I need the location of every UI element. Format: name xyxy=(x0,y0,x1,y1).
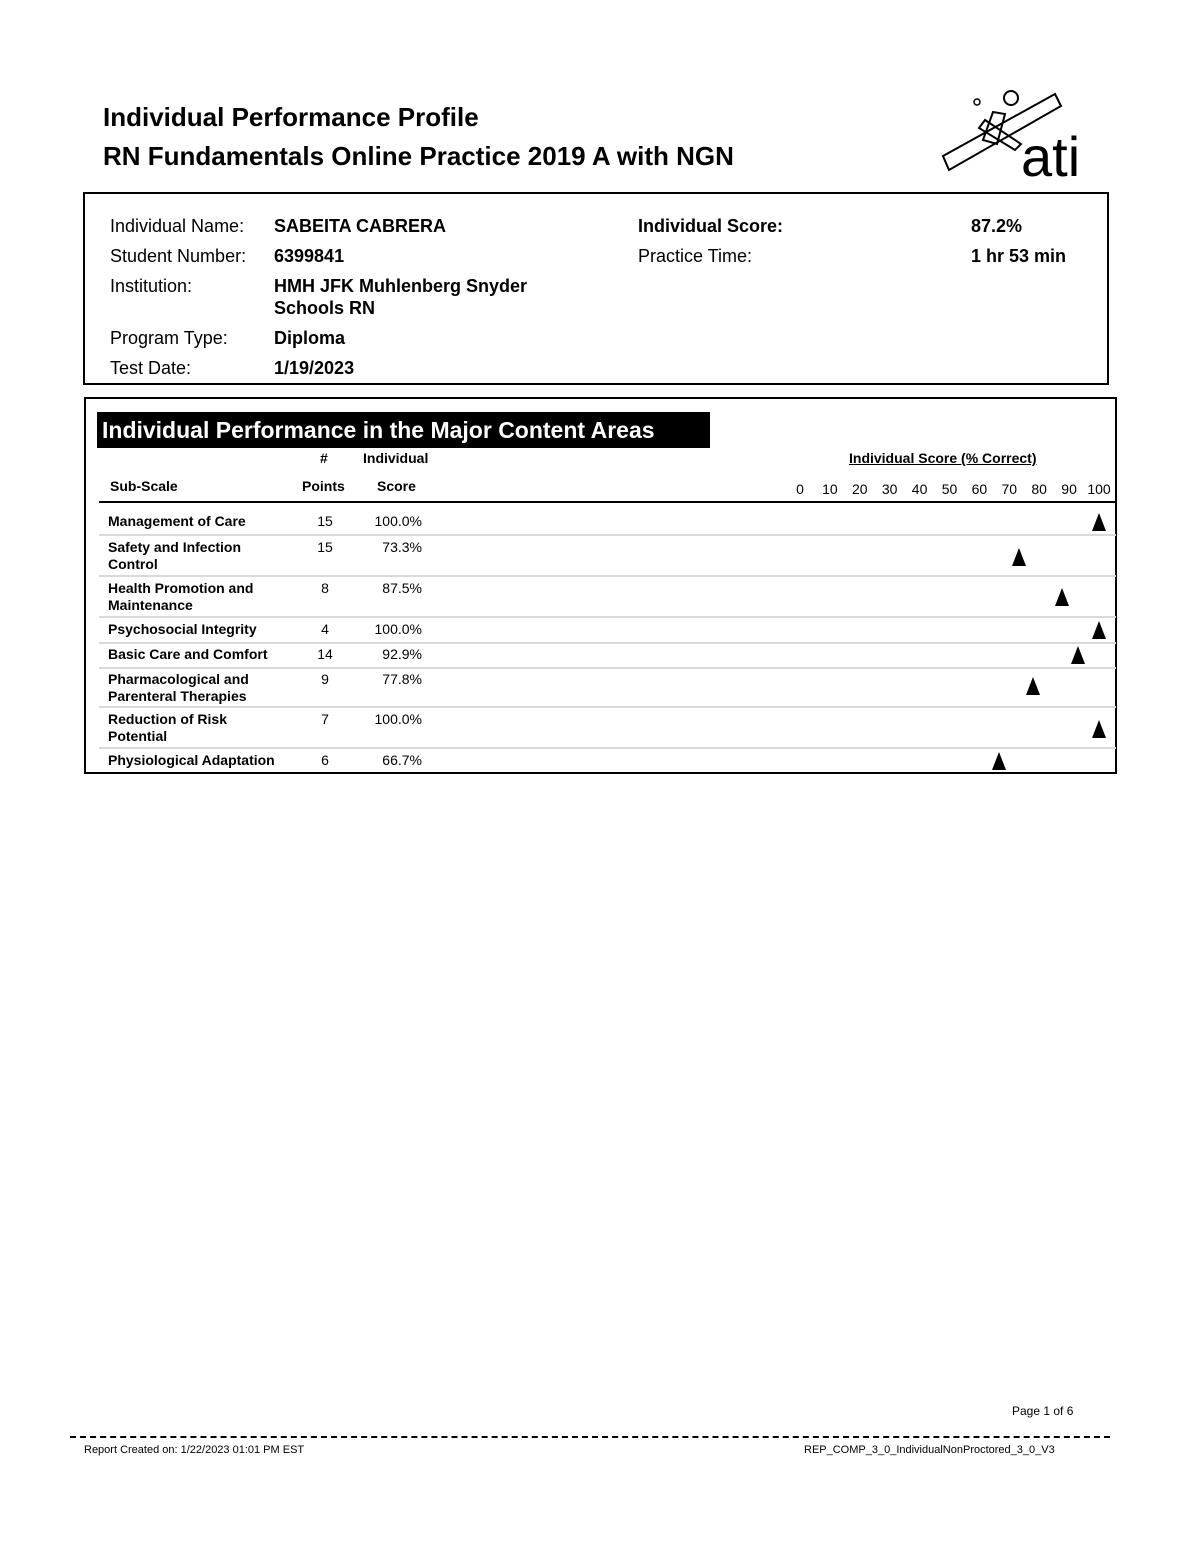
row-pharmacological-points: 9 xyxy=(321,671,329,687)
axis-tick-100: 100 xyxy=(1087,481,1111,497)
row-physiological-adaptation-points: 6 xyxy=(321,752,329,768)
footer-divider xyxy=(70,1436,1110,1438)
institution-value-line1: HMH JFK Muhlenberg Snyder xyxy=(274,276,528,296)
row-reduction-risk-points: 7 xyxy=(321,711,329,727)
row-divider xyxy=(99,616,1116,618)
axis-tick-90: 90 xyxy=(1061,481,1077,497)
report-created: Report Created on: 1/22/2023 01:01 PM EST xyxy=(84,1444,305,1456)
score-marker xyxy=(1055,588,1069,606)
row-safety-infection-control-name: Safety and Infection Control xyxy=(108,539,242,572)
score-header-individual: Individual xyxy=(363,450,429,466)
score-marker xyxy=(1092,720,1106,738)
row-safety-infection-control-points: 15 xyxy=(317,539,333,555)
header-rule xyxy=(99,501,1116,503)
row-pharmacological-score: 77.8% xyxy=(382,671,422,687)
score-marker xyxy=(992,752,1006,770)
score-marker xyxy=(1092,513,1106,531)
individual-name-value: SABEITA CABRERA xyxy=(274,216,447,236)
performance-banner: Individual Performance in the Major Content Areas xyxy=(97,412,710,448)
test-date-value: 1/19/2023 xyxy=(274,358,355,378)
row-health-promotion-points: 8 xyxy=(321,580,329,596)
program-type-label: Program Type: xyxy=(110,328,228,348)
page-number: Page 1 of 6 xyxy=(1012,1404,1074,1418)
row-health-promotion-name: Health Promotion and Maintenance xyxy=(108,580,254,613)
row-management-of-care-score: 100.0% xyxy=(374,513,422,529)
axis-tick-70: 70 xyxy=(1001,481,1018,497)
score-marker xyxy=(1012,548,1026,566)
program-type-value: Diploma xyxy=(274,328,346,348)
score-marker xyxy=(1071,646,1085,664)
institution-value-line2: Schools RN xyxy=(274,298,376,318)
student-number-value: 6399841 xyxy=(274,246,345,266)
axis-tick-80: 80 xyxy=(1031,481,1047,497)
score-marker xyxy=(1092,621,1106,639)
row-divider xyxy=(99,706,1116,708)
test-date-label: Test Date: xyxy=(110,358,192,378)
row-basic-care-comfort-score: 92.9% xyxy=(382,646,422,662)
points-header-hash: # xyxy=(320,450,328,466)
row-basic-care-comfort-name: Basic Care and Comfort xyxy=(108,646,268,662)
practice-time-value: 1 hr 53 min xyxy=(971,246,1067,266)
row-basic-care-comfort-points: 14 xyxy=(317,646,333,662)
institution-label: Institution: xyxy=(110,276,193,296)
axis-tick-60: 60 xyxy=(971,481,988,497)
student-number-label: Student Number: xyxy=(110,246,247,266)
axis-tick-50: 50 xyxy=(941,481,958,497)
row-pharmacological-name: Pharmacological and Parenteral Therapies xyxy=(108,671,249,704)
row-management-of-care-points: 15 xyxy=(317,513,333,529)
axis-tick-20: 20 xyxy=(852,481,868,497)
row-psychosocial-integrity-points: 4 xyxy=(321,621,329,637)
row-safety-infection-control-score: 73.3% xyxy=(382,539,422,555)
practice-time-label: Practice Time: xyxy=(638,246,753,266)
row-reduction-risk-name: Reduction of Risk Potential xyxy=(108,711,228,744)
row-divider xyxy=(99,534,1116,536)
axis-tick-0: 0 xyxy=(796,481,804,497)
report-code: REP_COMP_3_0_IndividualNonProctored_3_0_V3 xyxy=(804,1444,1055,1456)
row-divider xyxy=(99,642,1116,644)
score-marker xyxy=(1026,677,1040,695)
row-management-of-care-name: Management of Care xyxy=(108,513,246,529)
row-reduction-risk-score: 100.0% xyxy=(374,711,422,727)
row-health-promotion-score: 87.5% xyxy=(382,580,422,596)
row-psychosocial-integrity-name: Psychosocial Integrity xyxy=(108,621,257,637)
points-header: Points xyxy=(302,478,345,494)
ati-logo xyxy=(935,84,1105,184)
test-name: RN Fundamentals Online Practice 2019 A with NGN xyxy=(103,141,734,171)
axis-tick-30: 30 xyxy=(881,481,898,497)
row-divider xyxy=(99,575,1116,577)
individual-score-value: 87.2% xyxy=(971,216,1023,236)
individual-score-label: Individual Score: xyxy=(638,216,784,236)
row-psychosocial-integrity-score: 100.0% xyxy=(374,621,422,637)
page-title: Individual Performance Profile xyxy=(103,102,479,132)
row-divider xyxy=(99,667,1116,669)
row-divider xyxy=(99,747,1116,749)
subscale-header: Sub-Scale xyxy=(110,478,178,494)
axis-tick-40: 40 xyxy=(911,481,928,497)
score-header: Score xyxy=(377,478,416,494)
chart-title: Individual Score (% Correct) xyxy=(849,450,1037,466)
svg-text:ati: ati xyxy=(1021,125,1081,184)
axis-tick-10: 10 xyxy=(822,481,838,497)
row-physiological-adaptation-score: 66.7% xyxy=(382,752,422,768)
row-physiological-adaptation-name: Physiological Adaptation xyxy=(108,752,275,768)
individual-name-label: Individual Name: xyxy=(110,216,245,236)
